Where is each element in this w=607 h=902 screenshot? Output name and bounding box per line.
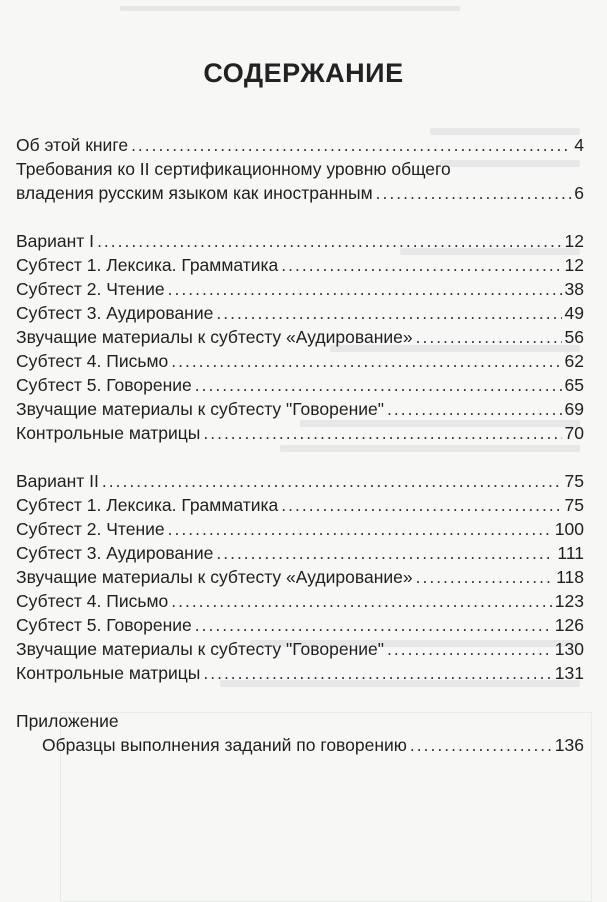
- toc-entry-page: 123: [554, 591, 584, 611]
- toc-leader-dots: [102, 469, 562, 493]
- toc-entry: [16, 565, 584, 589]
- toc-entry-page: 6: [574, 183, 584, 203]
- toc-entry-page: 38: [564, 279, 584, 299]
- toc-entry: [42, 733, 584, 757]
- toc-entry-title: Субтест 1. Лексика. Грамматика: [16, 495, 279, 515]
- toc-entry-title-line1: Требования ко II сертификационному уровню общего: [16, 159, 451, 179]
- toc-leader-dots: [171, 349, 561, 373]
- toc-entry: [16, 421, 584, 445]
- toc-entry: [16, 229, 584, 253]
- toc-entry-title: Звучащие материалы к субтесту «Аудирование»: [16, 567, 413, 587]
- page-title: СОДЕРЖАНИЕ: [203, 58, 404, 88]
- toc-leader-dots: [281, 253, 561, 277]
- toc-entry-page: 70: [564, 423, 584, 443]
- bleed-through-text: [280, 445, 580, 452]
- toc-entry-page: 49: [564, 303, 584, 323]
- toc-entry: [16, 517, 584, 541]
- toc-entry: [16, 181, 584, 205]
- toc-entry: [16, 589, 584, 613]
- toc-entry-page: 4: [574, 135, 584, 155]
- toc-leader-dots: [168, 277, 562, 301]
- toc-section-appendix: Приложение: [16, 711, 119, 731]
- toc-entry-title: Звучащие материалы к субтесту "Говорение": [16, 639, 384, 659]
- toc-leader-dots: [97, 229, 561, 253]
- toc-leader-dots: [171, 589, 552, 613]
- toc-entry: [16, 325, 584, 349]
- toc-leader-dots: [387, 637, 552, 661]
- toc-leader-dots: [387, 397, 562, 421]
- toc-entry-title: владения русским языком как иностранным: [16, 183, 373, 203]
- toc-entry-page: 75: [564, 471, 584, 491]
- toc-entry-title: Субтест 5. Говорение: [16, 615, 192, 635]
- toc-entry-title: Субтест 5. Говорение: [16, 375, 192, 395]
- toc-entry-page: 12: [564, 231, 584, 251]
- toc-entry: [16, 397, 584, 421]
- toc-entry: [16, 373, 584, 397]
- toc-entry-title: Контрольные матрицы: [16, 423, 201, 443]
- toc-entry-page: 65: [564, 375, 584, 395]
- toc-entry-title: Субтест 3. Аудирование: [16, 303, 214, 323]
- toc-entry-page: 130: [554, 639, 584, 659]
- toc-entry-title: Субтест 2. Чтение: [16, 519, 165, 539]
- toc-leader-dots: [416, 325, 562, 349]
- toc-leader-dots: [195, 373, 562, 397]
- toc-entry: [16, 637, 584, 661]
- toc-entry: [16, 493, 584, 517]
- toc-entry-title: Субтест 4. Письмо: [16, 351, 169, 371]
- toc-entry: [16, 613, 584, 637]
- toc-entry-page: 118: [556, 567, 584, 587]
- toc-entry-title: Контрольные матрицы: [16, 663, 201, 683]
- toc-entry-title: Субтест 2. Чтение: [16, 279, 165, 299]
- bleed-through-text: [440, 160, 580, 167]
- toc-leader-dots: [376, 181, 572, 205]
- toc-entry-page: 126: [554, 615, 584, 635]
- toc-entry-title: Об этой книге: [16, 135, 129, 155]
- toc-leader-dots: [131, 133, 571, 157]
- toc-entry-page: 136: [554, 735, 584, 755]
- toc-leader-dots: [216, 541, 554, 565]
- toc-entry-title: Субтест 3. Аудирование: [16, 543, 214, 563]
- toc-entry-title: Образцы выполнения заданий по говорению: [42, 735, 407, 755]
- toc-entry-title: Субтест 1. Лексика. Грамматика: [16, 255, 279, 275]
- toc-entry-page: 56: [564, 327, 584, 347]
- toc-entry-title: Звучащие материалы к субтесту "Говорение": [16, 399, 384, 419]
- toc-entry-page: 111: [557, 543, 584, 563]
- toc-entry: [16, 277, 584, 301]
- toc-leader-dots: [168, 517, 552, 541]
- toc-entry: [16, 469, 584, 493]
- toc-entry-page: 100: [554, 519, 584, 539]
- toc-leader-dots: [416, 565, 553, 589]
- toc-leader-dots: [281, 493, 561, 517]
- bleed-through-text: [120, 6, 460, 11]
- toc-leader-dots: [195, 613, 552, 637]
- toc-entry-page: 12: [564, 255, 584, 275]
- toc-entry-page: 75: [564, 495, 584, 515]
- toc-leader-dots: [410, 733, 552, 757]
- toc-entry: [16, 301, 584, 325]
- toc-entry-page: 62: [564, 351, 584, 371]
- toc-entry: [16, 133, 584, 157]
- toc-entry-title: Вариант I: [16, 231, 95, 251]
- toc-entry: [16, 349, 584, 373]
- toc-entry-page: 131: [554, 663, 584, 683]
- toc-leader-dots: [203, 421, 561, 445]
- toc-leader-dots: [203, 661, 551, 685]
- toc-entry: [16, 253, 584, 277]
- toc-entry-page: 69: [564, 399, 584, 419]
- toc-entry: [16, 541, 584, 565]
- toc-entry: [16, 661, 584, 685]
- toc-entry-title: Звучащие материалы к субтесту «Аудирование»: [16, 327, 413, 347]
- toc-entry-title: Вариант II: [16, 471, 99, 491]
- toc-entry-title: Субтест 4. Письмо: [16, 591, 169, 611]
- toc-leader-dots: [216, 301, 561, 325]
